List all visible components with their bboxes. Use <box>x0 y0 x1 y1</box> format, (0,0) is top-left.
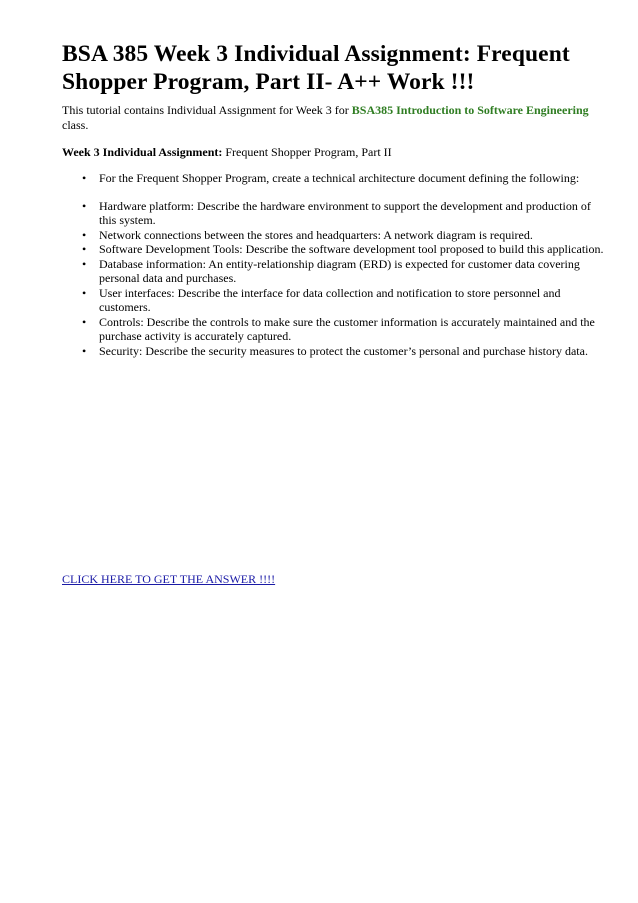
bullet-icon: • <box>82 285 87 300</box>
list-item-text: Security: Describe the security measures to protect the customer’s personal and purchase history data. <box>99 343 588 358</box>
list-item <box>62 242 607 257</box>
course-name: BSA385 Introduction to Software Engineering <box>351 103 589 117</box>
list-item-text: Database information: An entity-relationship diagram (ERD) is expected for customer data covering personal data and purchases. <box>99 256 580 285</box>
bullet-icon: • <box>82 171 87 185</box>
list-item-text: Software Development Tools: Describe the software development tool proposed to build this application. <box>99 242 604 256</box>
list-item-text: For the Frequent Shopper Program, create a technical architecture document defining the following: <box>99 171 580 185</box>
list-item <box>62 315 607 344</box>
list-item <box>62 199 607 228</box>
document-page <box>62 40 607 586</box>
intro-prefix: This tutorial contains Individual Assignment for Week 3 for <box>62 103 352 117</box>
list-item <box>62 171 607 186</box>
list-item <box>62 257 607 286</box>
bullet-icon: • <box>82 314 87 329</box>
list-item-text: Controls: Describe the controls to make sure the customer information is accurately maintained and the purchase activity is accurately captured. <box>99 314 595 343</box>
bullet-icon: • <box>82 198 87 213</box>
bullet-icon: • <box>82 227 87 242</box>
list-item-text: Hardware platform: Describe the hardware environment to support the development and production of this system. <box>99 198 591 227</box>
list-item <box>62 286 607 315</box>
list-item <box>62 228 607 243</box>
assignment-label: Week 3 Individual Assignment: <box>62 145 223 159</box>
intro-paragraph <box>62 103 607 133</box>
assignment-heading <box>62 145 607 160</box>
list-item <box>62 344 607 359</box>
list-item-text: User interfaces: Describe the interface for data collection and notification to store personnel and customers. <box>99 285 561 314</box>
list-item-text: Network connections between the stores and headquarters: A network diagram is required. <box>99 227 533 242</box>
intro-suffix: class. <box>62 118 89 132</box>
bullet-icon: • <box>82 242 87 256</box>
bullet-icon: • <box>82 343 87 358</box>
bullet-icon: • <box>82 256 87 271</box>
requirements-list <box>62 171 607 358</box>
get-answer-link[interactable]: CLICK HERE TO GET THE ANSWER !!!! <box>62 572 276 586</box>
page-title: BSA 385 Week 3 Individual Assignment: Frequent Shopper Program, Part II- A++ Work !!! <box>62 41 570 95</box>
assignment-name: Frequent Shopper Program, Part II <box>222 145 392 159</box>
